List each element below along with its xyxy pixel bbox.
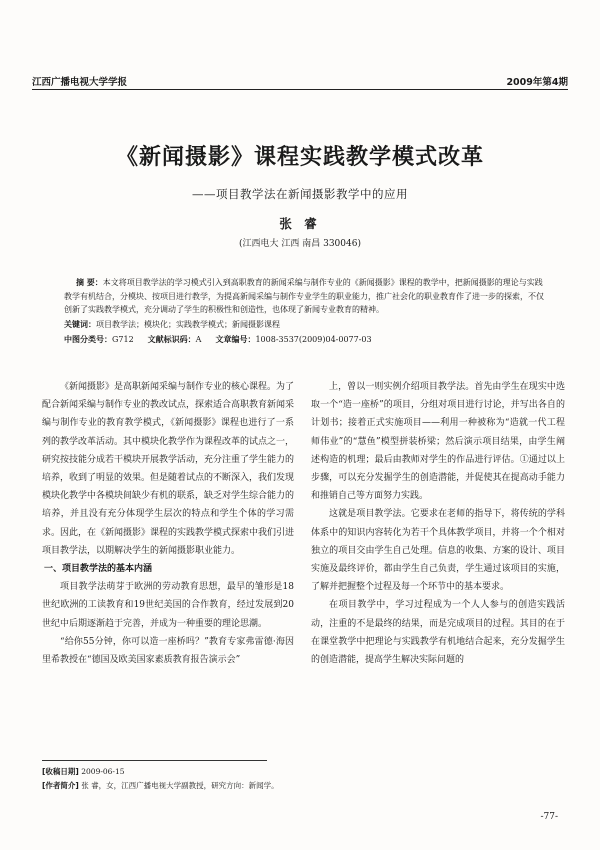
author-affiliation: (江西电大 江西 南昌 330046) [239, 239, 361, 249]
article-subtitle: ——项目教学法在新闻摄影教学中的应用 [192, 187, 408, 201]
keywords [64, 318, 544, 332]
header-rule [32, 89, 568, 90]
document-code [148, 333, 202, 347]
article-number [215, 333, 371, 347]
section-heading: 一、项目教学法的基本内涵 [44, 564, 153, 575]
keywords-label: 关键词： [64, 319, 96, 329]
abstract [64, 276, 544, 317]
article-no-label: 文章编号： [215, 335, 256, 344]
author-info: 张 睿，女，江西广播电视大学副教授，研究方向：新闻学。 [81, 781, 279, 790]
classification-line [64, 333, 544, 347]
keywords-text: 项目教学法；模块化；实践教学模式；新闻摄影课程 [96, 319, 280, 329]
doc-code-value: A [195, 335, 202, 344]
clc-label: 中图分类号： [64, 335, 112, 344]
paragraph: 这就是项目教学法。它要求在老师的指导下，将传统的学科体系中的知识内容转化为若干个具体教学项目，并将一个个相对独立的项目交由学生自己处理。信息的收集、方案的设计、项目实施及最终评价，都由学生自己负责，学生通过该项目的实施，了解并把握整个过程及每一个环节中的基本要求。 [311, 509, 565, 593]
doc-code-label: 文献标识码： [147, 335, 196, 344]
clc-value: G712 [112, 335, 134, 344]
paragraph: “给你55分钟，你可以造一座桥吗？”教育专家弗雷德·海因里希教授在“德国及欧美国家素质教育报告演示会” [42, 636, 294, 666]
paragraph: 上，曾以一则实例介绍项目教学法。首先由学生在现实中选取一个“造一座桥”的项目，分组对项目进行讨论，并写出各自的计划书；接着正式实施项目——利用一种被称为“造就一代工程师伟业”的“慧鱼”模型拼装桥梁；然后演示项目结果，由学生阐述构造的机理；最后由教师对学生的作品进行评估。①通过以上步骤，可以充分发掘学生的创造潜能，并促使其在提高动手能力和推销自己等方面努力实践。 [311, 382, 565, 502]
paragraph: 在项目教学中，学习过程成为一个人人参与的创造实践活动，注重的不是最终的结果，而是完成项目的过程。其目的在于在课堂教学中把理论与实践教学有机地结合起来，充分发掘学生的创造潜能，提高学生解决实际问题的 [311, 600, 565, 666]
journal-name: 江西广播电视大学学报 [32, 77, 128, 88]
abstract-label: 摘 要： [76, 278, 103, 287]
issue-label: 2009年第4期 [506, 77, 568, 88]
footnote-rule [42, 760, 267, 761]
running-header [32, 66, 568, 88]
author-info-label: [作者简介] [42, 781, 79, 790]
clc-number [64, 333, 134, 347]
received-date: 2009-06-15 [81, 767, 125, 776]
footnote-author [42, 780, 279, 791]
paragraph: 《新闻摄影》是高职新闻采编与制作专业的核心课程。为了配合新闻采编与制作专业的教改试点，探索适合高职教育新闻采编与制作专业的教育教学模式，《新闻摄影》课程也进行了一系列的教学改革活动。其中模块化教学作为课程改革的试点之一，研究按技能分成若干模块开展教学活动，充分注重了学生能力的培养，收到了明显的效果。但是随着试点的不断深入，我们发现模块化教学中各模块间缺少有机的联系，缺乏对学生综合能力的培养，并且没有充分体现学生层次的特点和学生个体的学习需求。因此，在《新闻摄影》课程的实践教学模式探索中我们引进项目教学法，以期解决学生的新闻摄影职业能力。 [42, 382, 295, 556]
body-column-right [311, 378, 565, 669]
paragraph: 项目教学法萌芽于欧洲的劳动教育思想，最早的雏形是18世纪欧洲的工读教育和19世纪美国的合作教育，经过发展到20世纪中后期逐渐趋于完善，并成为一种重要的理论思潮。 [42, 582, 294, 629]
abstract-block [64, 276, 544, 347]
body-column-left [42, 378, 294, 669]
article-title: 《新闻摄影》课程实践教学模式改革 [115, 144, 484, 170]
page-number: -77- [540, 812, 558, 822]
article-no-value: 1008-3537(2009)04-0077-03 [255, 335, 372, 344]
abstract-text: 本文将项目教学法的学习模式引入到高职教育的新闻采编与制作专业的《新闻摄影》课程的教学中，把新闻摄影的理论与实践教学有机结合，分模块、按项目进行教学，为提高新闻采编与制作专业学生的职业能力，推广社会化的职业教育作了进一步的探索，不仅创新了实践教学模式，充分调动了学生的积极性和创造性，也体现了新闻专业教育的精神。 [64, 278, 544, 314]
author-name: 张 睿 [279, 216, 321, 231]
received-label: [收稿日期] [42, 767, 79, 776]
footnote-received [42, 766, 125, 777]
